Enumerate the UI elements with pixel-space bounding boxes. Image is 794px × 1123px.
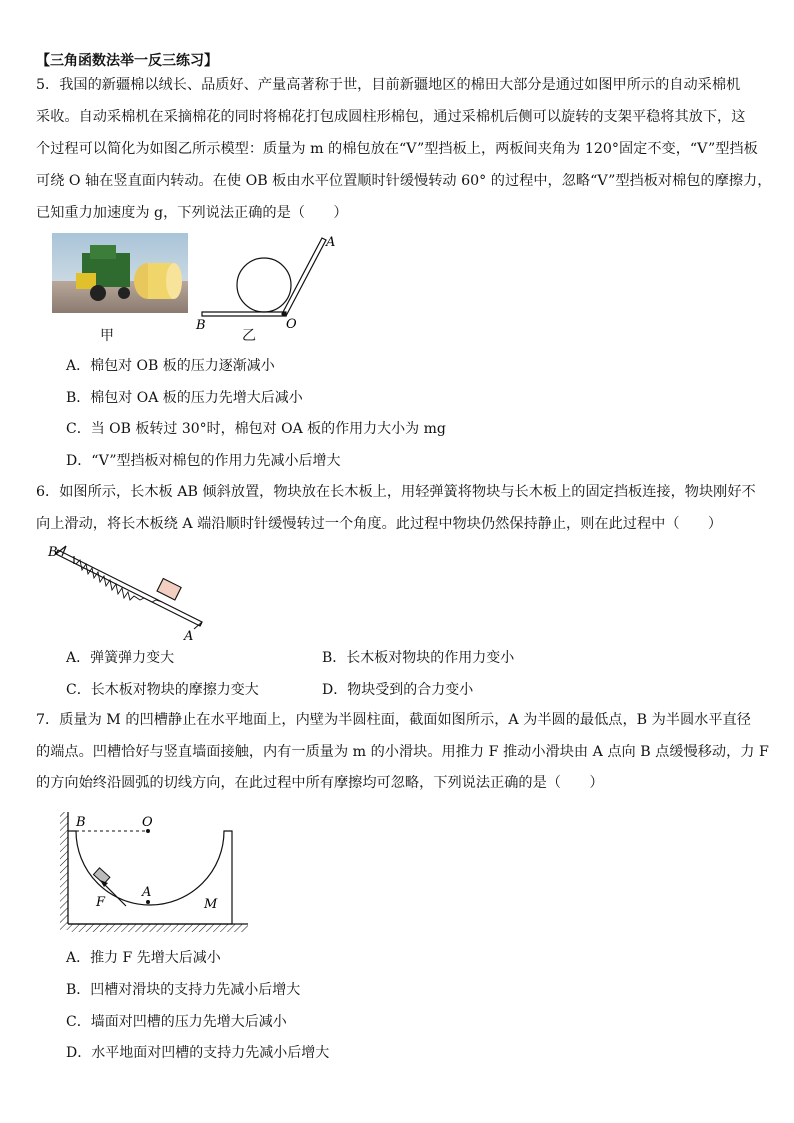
fig7-label-O: O xyxy=(142,815,153,830)
fig7-label-A: A xyxy=(142,885,152,900)
q6-line-1: 6．如图所示，长木板 AB 倾斜放置，物块放在长木板上，用轻弹簧将物块与长木板上的固定挡板连接，物块刚好不 xyxy=(36,484,756,500)
q5-line-5: 已知重力加速度为 g，下列说法正确的是（ ） xyxy=(36,205,348,221)
groove-diagram xyxy=(56,806,256,936)
q7-option-c: C．墙面对凹槽的压力先增大后减小 xyxy=(66,1014,287,1030)
v-board-diagram xyxy=(190,228,350,343)
cotton-picker-photo xyxy=(52,233,188,313)
q6-option-b: B．长木板对物块的作用力变小 xyxy=(322,650,515,666)
q5-line-3: 个过程可以简化为如图乙所示模型：质量为 m 的棉包放在“V”型挡板上，两板间夹角为 120°固定不变，“V”型挡板 xyxy=(36,141,758,157)
fig7-label-F: F xyxy=(96,895,106,910)
section-title: 【三角函数法举一反三练习】 xyxy=(36,53,218,69)
fig6-label-B: B xyxy=(48,545,58,560)
q5-line-4: 可绕 O 轴在竖直面内转动。在使 OB 板由水平位置顺时针缓慢转动 60° 的过程中，忽略“V”型挡板对棉包的摩擦力， xyxy=(36,173,772,189)
fig6-label-A: A xyxy=(184,629,194,644)
q7-option-b: B．凹槽对滑块的支持力先减小后增大 xyxy=(66,982,301,998)
q5-option-b: B．棉包对 OA 板的压力先增大后减小 xyxy=(66,390,303,406)
q5-option-d: D．“V”型挡板对棉包的作用力先减小后增大 xyxy=(66,453,341,469)
q7-option-d: D．水平地面对凹槽的支持力先减小后增大 xyxy=(66,1045,330,1061)
fig7-label-M: M xyxy=(204,897,218,912)
q7-line-2: 的端点。凹槽恰好与竖直墙面接触，内有一质量为 m 的小滑块。用推力 F 推动小滑块由 A 点向 B 点缓慢移动，力 F xyxy=(36,744,769,760)
q5-option-c: C．当 OB 板转过 30°时，棉包对 OA 板的作用力大小为 mg xyxy=(66,421,446,437)
fig7-label-B: B xyxy=(76,815,86,830)
fig-label-O: O xyxy=(286,317,297,332)
inclined-board-diagram xyxy=(44,540,214,646)
q5-line-1: 5．我国的新疆棉以绒长、品质好、产量高著称于世，目前新疆地区的棉田大部分是通过如图甲所示的自动采棉机 xyxy=(36,77,741,93)
q5-option-a: A．棉包对 OB 板的压力逐渐减小 xyxy=(66,358,275,374)
q6-option-d: D．物块受到的合力变小 xyxy=(322,682,474,698)
q6-option-c: C．长木板对物块的摩擦力变大 xyxy=(66,682,259,698)
q5-line-2: 采收。自动采棉机在采摘棉花的同时将棉花打包成圆柱形棉包，通过采棉机后侧可以旋转的支架平稳将其放下，这 xyxy=(36,109,746,125)
q7-line-3: 的方向始终沿圆弧的切线方向，在此过程中所有摩擦均可忽略，下列说法正确的是（ ） xyxy=(36,775,604,791)
q7-option-a: A．推力 F 先增大后减小 xyxy=(66,950,221,966)
fig-label-yi: 乙 xyxy=(242,328,256,344)
q6-line-2: 向上滑动，将长木板绕 A 端沿顺时针缓慢转过一个角度。此过程中物块仍然保持静止，则在此过程中（ ） xyxy=(36,516,723,532)
fig-label-B: B xyxy=(196,318,206,333)
fig-label-A: A xyxy=(326,235,336,250)
fig-label-jia: 甲 xyxy=(100,328,114,344)
q7-line-1: 7．质量为 M 的凹槽静止在水平地面上，内壁为半圆柱面，截面如图所示，A 为半圆的最低点，B 为半圆水平直径 xyxy=(36,712,751,728)
q6-option-a: A．弹簧弹力变大 xyxy=(66,650,175,666)
